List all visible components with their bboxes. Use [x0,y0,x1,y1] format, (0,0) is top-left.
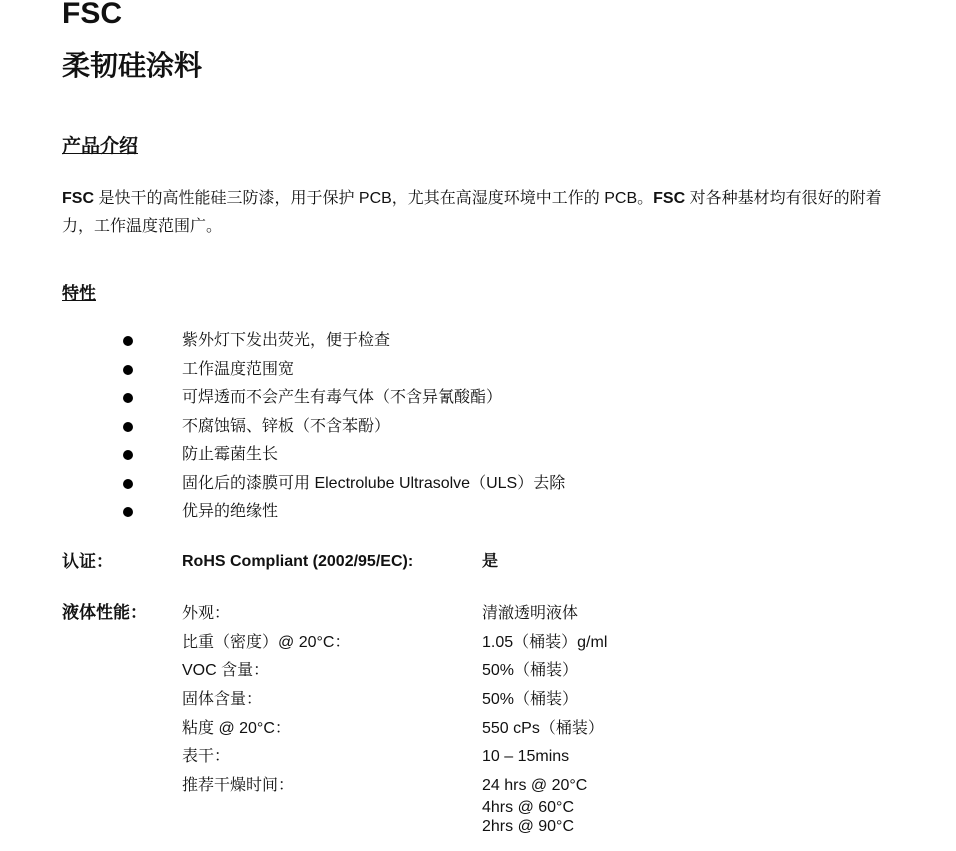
feature-text: 优异的绝缘性 [182,503,279,520]
property-key: 粘度 @ 20°C： [182,719,291,737]
bullet-icon [123,393,133,403]
bullet-icon [123,336,133,346]
property-value: 24 hrs @ 20°C [482,777,588,795]
feature-text: 不腐蚀镉、锌板（不含苯酚） [182,417,391,435]
intro-heading: 产品介绍 [62,136,139,157]
drying-time-extra: 4hrs @ 60°C [482,799,575,816]
certification-label: 认证： [62,552,113,571]
property-key: 外观： [182,605,231,622]
product-name-title: 柔韧硅涂料 [62,50,203,81]
product-code-title: FSC [62,0,122,30]
rohs-key: RoHS Compliant (2002/95/EC): [182,553,414,570]
intro-text-2: 对各种基材均有很好的附着力，工作温度范围广。 [62,190,882,235]
drying-time-extra: 2hrs @ 90°C [482,818,575,835]
property-key: 比重（密度）@ 20°C： [182,633,351,651]
intro-text-1: 是快干的高性能硅三防漆，用于保护 PCB，尤其在高湿度环境中工作的 PCB。 [94,190,654,207]
property-value: 50%（桶装） [482,691,579,709]
bullet-icon [123,479,133,489]
property-key: 推荐干燥时间： [182,777,295,795]
property-key: VOC 含量： [182,662,270,680]
rohs-value: 是 [482,553,499,570]
bullet-icon [123,422,133,432]
property-key: 固体含量： [182,691,263,709]
bullet-icon [123,365,133,375]
feature-text: 可焊透而不会产生有毒气体（不含异氰酸酯） [182,389,503,406]
bullet-icon [123,507,133,517]
property-value: 10 – 15mins [482,748,570,766]
property-value: 清澈透明液体 [482,605,579,622]
intro-product-code: FSC [62,190,94,207]
features-heading: 特性 [62,284,96,303]
property-value: 1.05（桶装）g/ml [482,633,608,651]
intro-paragraph [62,185,902,241]
property-value: 550 cPs（桶装） [482,719,604,737]
bullet-icon [123,450,133,460]
feature-text: 防止霉菌生长 [182,446,279,463]
intro-product-code-2: FSC [653,190,686,207]
liquid-properties-label: 液体性能： [62,603,147,622]
property-key: 表干： [182,748,231,766]
property-value: 50%（桶装） [482,662,579,680]
feature-text: 紫外灯下发出荧光，便于检查 [182,332,391,349]
feature-text: 工作温度范围宽 [182,360,295,378]
feature-text: 固化后的漆膜可用 Electrolube Ultrasolve（ULS）去除 [182,474,566,492]
